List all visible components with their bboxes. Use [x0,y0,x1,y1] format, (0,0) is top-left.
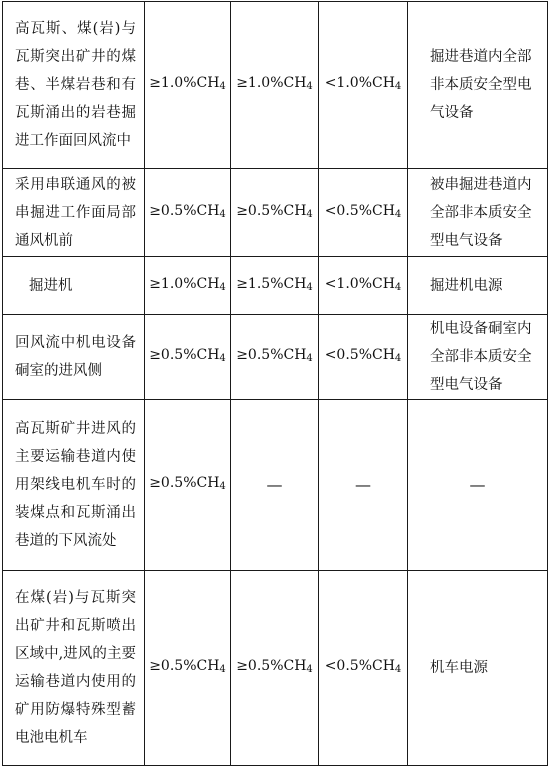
location-cell: 高瓦斯、煤(岩)与瓦斯突出矿井的煤巷、半煤岩巷和有瓦斯涌出的岩巷掘进工作面回风流中 [3,2,145,169]
power-off-scope-cell: 被串掘进巷道内全部非本质安全型电气设备 [408,169,548,257]
gas-monitoring-table [2,1,548,766]
power-off-concentration-cell: $\ge 1.0\%CH_4$ [231,2,319,169]
table-row [3,400,548,571]
table-row [3,315,548,400]
restore-concentration-cell: — [319,400,408,571]
alarm-concentration-cell: $\ge 1.0\%CH_4$ [145,257,231,315]
restore-concentration-cell: $<1.0\%CH_4$ [319,257,408,315]
table-row [3,571,548,766]
power-off-concentration-cell: $\ge 0.5\%CH_4$ [231,169,319,257]
power-off-scope-cell: — [408,400,548,571]
power-off-concentration-cell: $\ge 0.5\%CH_4$ [231,571,319,766]
alarm-concentration-cell: $\ge 0.5\%CH_4$ [145,571,231,766]
restore-concentration-cell: $<0.5\%CH_4$ [319,169,408,257]
power-off-concentration-cell: $\ge 1.5\%CH_4$ [231,257,319,315]
location-cell: 采用串联通风的被串掘进工作面局部通风机前 [3,169,145,257]
restore-concentration-cell: $<1.0\%CH_4$ [319,2,408,169]
restore-concentration-cell: $<0.5\%CH_4$ [319,571,408,766]
restore-concentration-cell: $<0.5\%CH_4$ [319,315,408,400]
alarm-concentration-cell: $\ge 0.5\%CH_4$ [145,169,231,257]
location-cell: 在煤(岩)与瓦斯突出矿井和瓦斯喷出区域中,进风的主要运输巷道内使用的矿用防爆特殊型蓄电池电机车 [3,571,145,766]
location-cell: 掘进机 [3,257,145,315]
table-row [3,2,548,169]
power-off-scope-cell: 机电设备硐室内全部非本质安全型电气设备 [408,315,548,400]
power-off-scope-cell: 机车电源 [408,571,548,766]
table-row [3,257,548,315]
location-cell: 高瓦斯矿井进风的主要运输巷道内使用架线电机车时的装煤点和瓦斯涌出巷道的下风流处 [3,400,145,571]
power-off-concentration-cell: — [231,400,319,571]
location-cell: 回风流中机电设备硐室的进风侧 [3,315,145,400]
power-off-scope-cell: 掘进巷道内全部非本质安全型电气设备 [408,2,548,169]
alarm-concentration-cell: $\ge 1.0\%CH_4$ [145,2,231,169]
alarm-concentration-cell: $\ge 0.5\%CH_4$ [145,400,231,571]
alarm-concentration-cell: $\ge 0.5\%CH_4$ [145,315,231,400]
table-row [3,169,548,257]
power-off-scope-cell: 掘进机电源 [408,257,548,315]
power-off-concentration-cell: $\ge 0.5\%CH_4$ [231,315,319,400]
